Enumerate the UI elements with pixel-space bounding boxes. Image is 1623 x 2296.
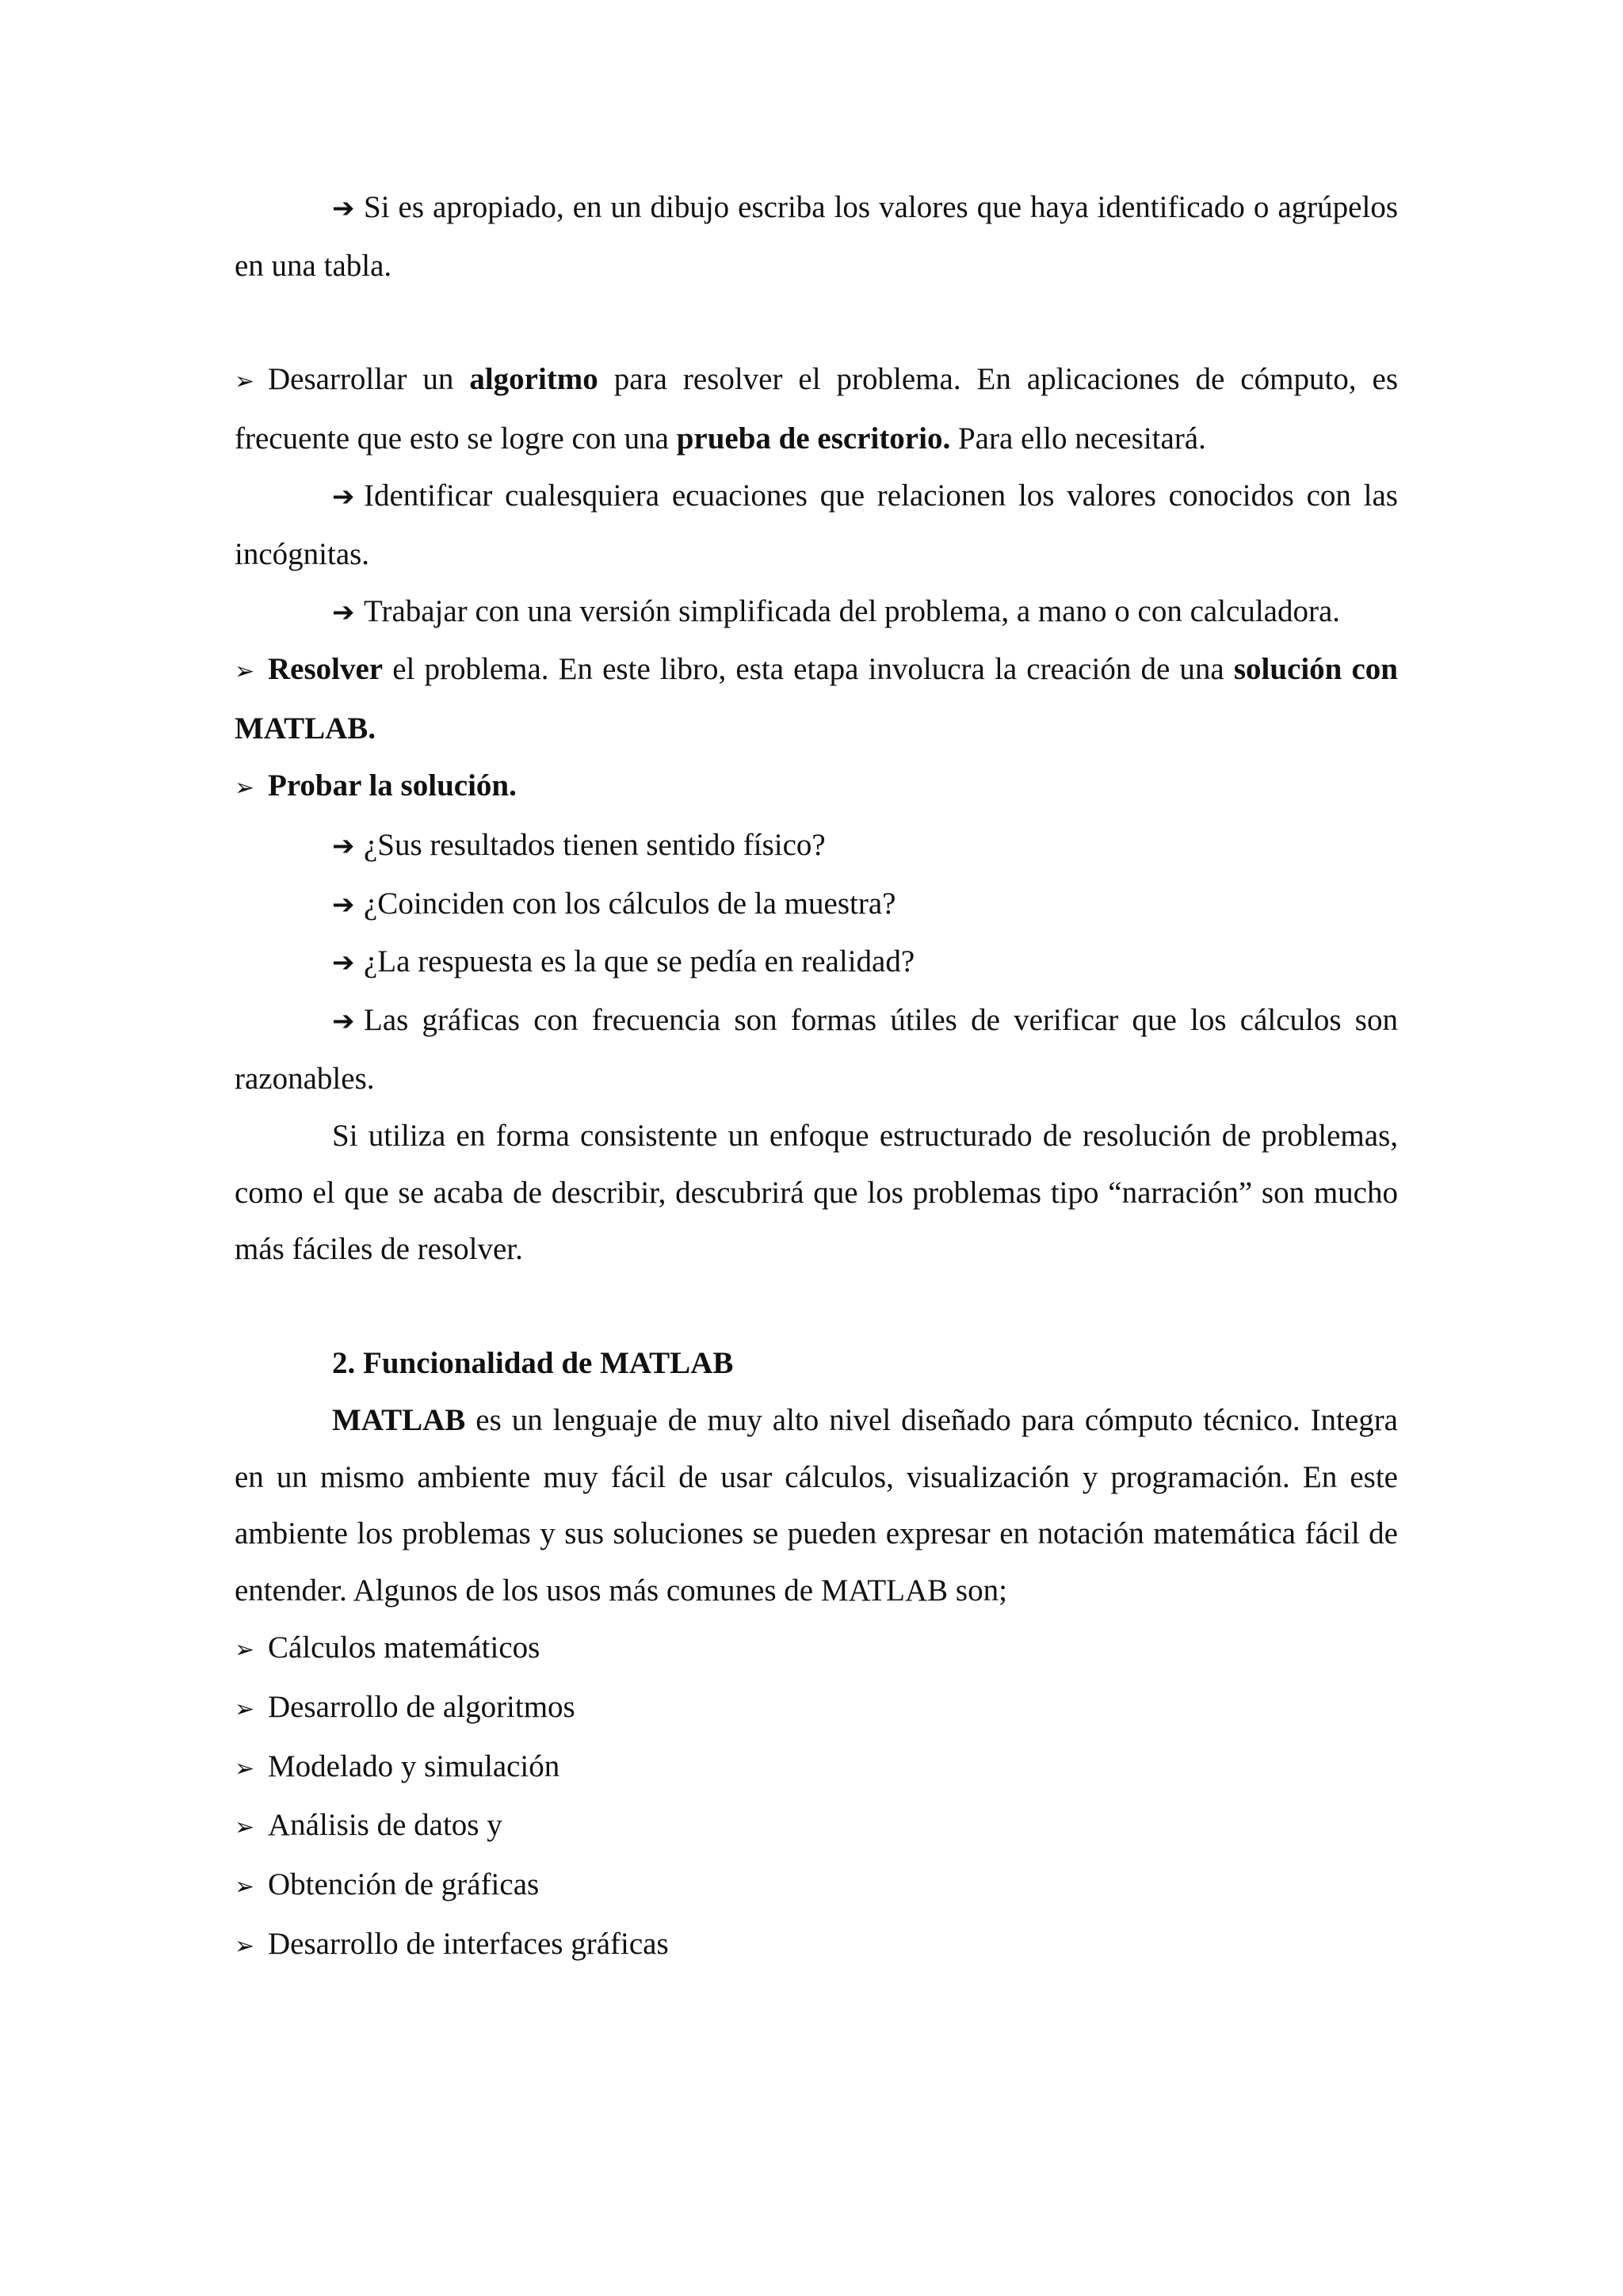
term-prueba-escritorio: prueba de escritorio.	[676, 421, 951, 456]
list-item: ➢ Modelado y simulación	[235, 1738, 1398, 1798]
list-item: ➢ Desarrollo de interfaces gráficas	[235, 1916, 1398, 1975]
question-expected-answer: ➔ ¿La respuesta es la que se pedía en realidad?	[235, 933, 1398, 992]
section-heading: 2. Funcionalidad de MATLAB	[332, 1345, 734, 1380]
arrow-right-icon: ➔	[332, 596, 355, 628]
question-physical-sense: ➔ ¿Sus resultados tienen sentido físico?	[235, 817, 1398, 875]
arrow-right-icon: ➔	[332, 193, 355, 224]
bullet-develop-algorithm: ➢ Desarrollar un algoritmo para resolver el problema. En aplicaciones de cómputo, es frecuente que esto se logre con una prueba de escritorio. Para ello necesitará.	[235, 351, 1398, 467]
question-graphs-verify: ➔ Las gráficas con frecuencia son formas útiles de verificar que los cálculos son razonables.	[235, 992, 1398, 1108]
triangle-bullet-icon: ➢	[235, 1932, 255, 1960]
triangle-bullet-icon: ➢	[235, 773, 255, 802]
spacer	[235, 1278, 1398, 1335]
step-draw-values-text: Si es apropiado, en un dibujo escriba los valores que haya identificado o agrúpelos en una tabla.	[235, 190, 1398, 283]
arrow-right-icon: ➔	[332, 888, 355, 921]
question-sample-match: ➔ ¿Coinciden con los cálculos de la muestra?	[235, 875, 1398, 934]
term-probar-solucion: Probar la solución.	[268, 768, 517, 803]
document-page	[235, 179, 1398, 1975]
sub-identify-equations: ➔ Identificar cualesquiera ecuaciones que relacionen los valores conocidos con las incógnitas.	[235, 467, 1398, 583]
list-item: ➢ Cálculos matemáticos	[235, 1619, 1398, 1679]
arrow-right-icon: ➔	[332, 480, 355, 513]
spacer	[235, 295, 1398, 352]
triangle-bullet-icon: ➢	[235, 658, 255, 686]
arrow-right-icon: ➔	[332, 947, 355, 979]
term-algoritmo: algoritmo	[469, 362, 598, 397]
arrow-right-icon: ➔	[332, 830, 355, 862]
triangle-bullet-icon: ➢	[235, 1814, 255, 1842]
bullet-test-solution	[235, 757, 1398, 817]
triangle-bullet-icon: ➢	[235, 1873, 255, 1901]
bullet-solve: ➢ Resolver el problema. En este libro, esta etapa involucra la creación de una solución con MATLAB.	[235, 641, 1398, 757]
list-item: ➢ Análisis de datos y	[235, 1797, 1398, 1856]
triangle-bullet-icon: ➢	[235, 1635, 255, 1664]
triangle-bullet-icon: ➢	[235, 1754, 255, 1783]
term-solucion-matlab: solución con MATLAB.	[235, 652, 1398, 746]
sub-simplified-version: ➔ Trabajar con una versión simplificada del problema, a mano o con calculadora.	[235, 583, 1398, 642]
triangle-bullet-icon: ➢	[235, 1695, 255, 1723]
step-draw-values	[235, 179, 1398, 295]
list-item: ➢ Obtención de gráficas	[235, 1856, 1398, 1916]
term-resolver: Resolver	[268, 652, 384, 687]
triangle-bullet-icon: ➢	[235, 368, 255, 396]
list-item: ➢ Desarrollo de algoritmos	[235, 1679, 1398, 1738]
arrow-right-icon: ➔	[332, 1005, 355, 1038]
matlab-intro-paragraph: MATLAB es un lenguaje de muy alto nivel diseñado para cómputo técnico. Integra en un mismo ambiente muy fácil de usar cálculos, visualización y programación. En este ambiente los problemas y sus soluciones se pueden expresar en notación matemática fácil de entender. Algunos de los usos más comunes de MATLAB son;	[235, 1402, 1398, 1608]
term-matlab: MATLAB	[332, 1402, 466, 1437]
closing-paragraph: Si utiliza en forma consistente un enfoque estructurado de resolución de problemas, como el que se acaba de describir, descubrirá que los problemas tipo “narración” son mucho más fáciles de resolver.	[235, 1118, 1398, 1267]
